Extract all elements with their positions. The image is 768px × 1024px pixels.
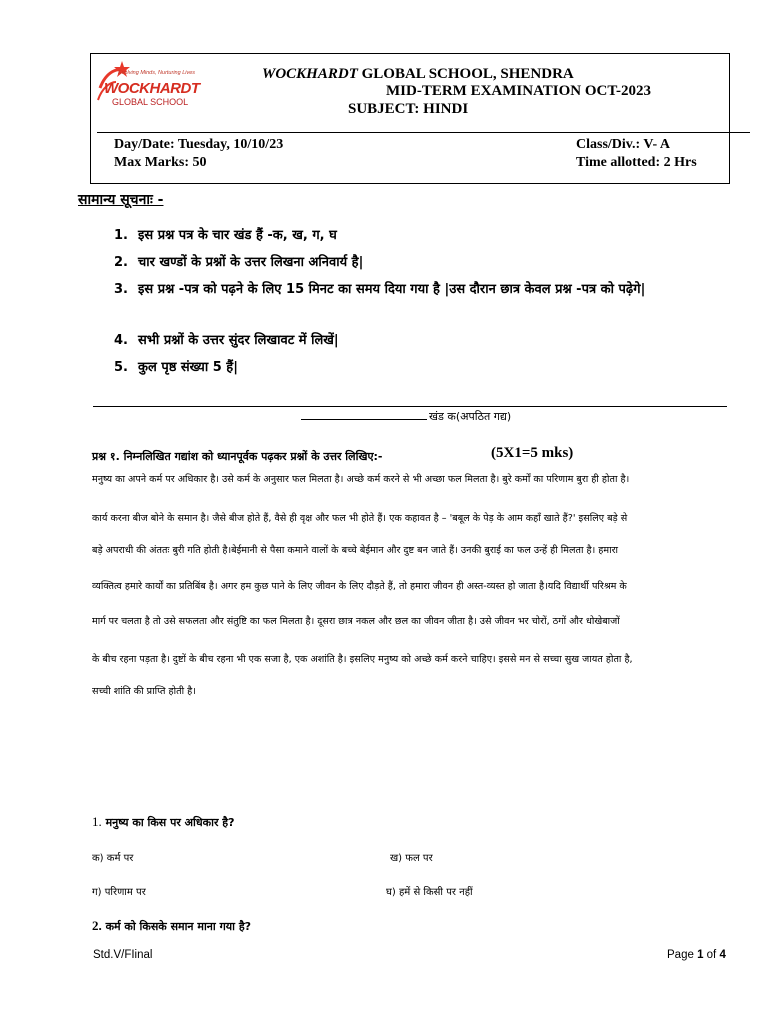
sub-question-text: मनुष्य का किस पर अधिकार है? xyxy=(101,816,235,829)
instruction-item xyxy=(114,277,734,329)
passage-line: कार्य करना बीज बोने के समान है। जैसे बीज होते हैं, वैसे ही वृक्ष और फल भी होते हैं। एक कहावत है – 'बबूल के पेड़ के आम कहाँ खाते हैं?' इसलिए बड़े से xyxy=(92,513,628,524)
option-b: ख) फल पर xyxy=(390,853,433,864)
instruction-number: 5. xyxy=(114,360,128,375)
instruction-text: कुल पृष्ठ संख्या 5 हैं| xyxy=(138,360,238,375)
school-name-brand: WOCKHARDT xyxy=(262,66,358,82)
page-current: 1 xyxy=(697,949,704,961)
passage-line: सच्ची शांति की प्राप्ति होती है। xyxy=(92,686,196,697)
instruction-text: इस प्रश्न पत्र के चार खंड हैं -क, ख, ग, घ xyxy=(138,228,337,243)
logo-tagline: Evolving Minds, Nurturing Lives xyxy=(118,70,196,76)
school-name xyxy=(262,66,574,83)
max-marks: Max Marks: 50 xyxy=(114,155,207,170)
day-date: Day/Date: Tuesday, 10/10/23 xyxy=(114,137,284,152)
section-title-blank xyxy=(301,419,427,420)
page-of: of xyxy=(703,949,720,961)
instruction-text: इस प्रश्न -पत्र को पढ़ने के लिए 15 मिनट का समय दिया गया है |उस दौरान छात्र केवल प्रश्न -पत्र को पढ़ेगे| xyxy=(138,282,646,297)
instruction-number: 1. xyxy=(114,228,128,243)
instruction-text: चार खण्डों के प्रश्नों के उत्तर लिखना अनिवार्य है| xyxy=(138,255,364,270)
instruction-text: सभी प्रश्नों के उत्तर सुंदर लिखावट में लिखें| xyxy=(138,333,339,348)
section-title-text: खंड क(अपठित गद्य) xyxy=(429,410,512,423)
instruction-number: 4. xyxy=(114,333,128,348)
section-title xyxy=(301,409,511,424)
instruction-number: 3. xyxy=(114,282,128,297)
school-name-rest: GLOBAL SCHOOL, SHENDRA xyxy=(357,66,574,82)
passage-line: बड़े अपराधी की अंततः बुरी गति होती है।बेईमानी से पैसा कमाने वालों के बच्चे बेईमान और दुष्ट बन जाते हैं। उनकी बुराई का फल उन्हें ही मिलता है। हमारा xyxy=(92,545,619,556)
sub-question-text: कर्म को किसके समान माना गया है? xyxy=(101,920,252,933)
sub-question xyxy=(92,814,235,830)
option-c: ग) परिणाम पर xyxy=(92,887,146,898)
sub-question xyxy=(92,918,251,934)
option-d: घ) हमें से किसी पर नहीं xyxy=(386,887,473,898)
exam-title: MID-TERM EXAMINATION OCT-2023 xyxy=(386,83,652,99)
option-a: क) कर्म पर xyxy=(92,853,134,864)
time-allotted: Time allotted: 2 Hrs xyxy=(576,155,697,170)
sub-question-number: 2. xyxy=(92,918,102,933)
class-div: Class/Div.: V- A xyxy=(576,137,670,152)
passage-line: मनुष्य का अपने कर्म पर अधिकार है। उसे कर्म के अनुसार फल मिलता है। अच्छे कर्म करने से भी अच्छा फल मिलता है। बुरे कर्मों का परिणाम बुरा ही होता है। xyxy=(92,474,630,485)
passage-line: मार्ग पर चलता है तो उसे सफलता और संतुष्टि का फल मिलता है। दूसरा छात्र नकल और छल का जीवन जीता है। उसे जीवन भर चोरों, ठगों और धोखेबाजों xyxy=(92,616,620,627)
passage-line: व्यक्तित्व हमारे कार्यों का प्रतिबिंब है। अगर हम कुछ पाने के लिए जीवन के लिए दौड़ते हैं, तो हमारा जीवन ही अस्त-व्यस्त हो जाता है।यदि विद्यार्थी परिश्रम के xyxy=(92,581,627,592)
page-label: Page xyxy=(667,949,698,961)
passage-line: के बीच रहना पड़ता है। दुष्टों के बीच रहना भी एक सजा है, एक अशांति है। इसलिए मनुष्य को अच्छे कर्म करने चाहिए। इससे मन से सच्चा सुख जायत होता है, xyxy=(92,654,633,665)
sub-question-number: 1. xyxy=(92,814,102,829)
header-divider xyxy=(97,132,750,133)
subject-title: SUBJECT: HINDI xyxy=(348,101,469,117)
section-divider xyxy=(93,406,727,407)
page-total: 4 xyxy=(719,949,726,961)
question-marks: (5X1=5 mks) xyxy=(491,445,574,461)
general-instructions-title: सामान्य सूचनाः - xyxy=(78,192,164,208)
question-heading: प्रश्न १. निम्नलिखित गद्यांश को ध्यानपूर्वक पढ़कर प्रश्नों के उत्तर लिखिए:- xyxy=(92,450,383,463)
logo-wordmark: WOCKHARDT xyxy=(104,80,200,97)
school-logo xyxy=(92,58,216,114)
logo-subtext: GLOBAL SCHOOL xyxy=(112,97,189,107)
footer-document-code: Std.V/FIinal xyxy=(93,949,153,961)
footer-page-number xyxy=(667,949,726,961)
instruction-number: 2. xyxy=(114,255,128,270)
